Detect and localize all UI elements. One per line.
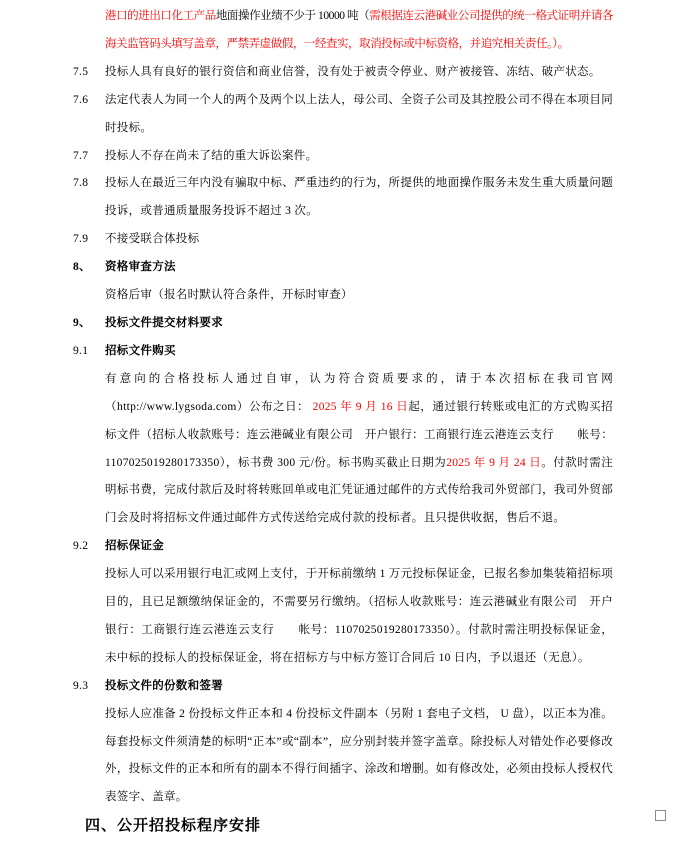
red-highlight-text: 2025 年 9 月 24 日: [446, 456, 542, 469]
anchor-square-marker: [655, 810, 666, 821]
clause-text: [105, 226, 613, 254]
clause-number: 9、: [73, 316, 91, 329]
clause-text: [105, 3, 613, 59]
clause-7-7: [0, 143, 684, 171]
text-segment: 投标人应准备 2 份投标文件正本和 4 份投标文件副本（另附 1 套电子文档， U 盘），以正本为准。每套投标文件须清楚的标明“正本”或“副本”，应分别封装并签字盖章。除投标人对错处作必要修改外，投标文件的正本和所有的副本不得行间插字、涂改和增删。如有修改处，必须由投标人授权代表签字、盖章。: [105, 707, 613, 804]
section-4-heading: 四、公开招投标程序安排: [85, 818, 262, 835]
clause-text: [105, 366, 613, 533]
clause-7-9: [0, 226, 684, 254]
text-segment: 有意向的合格投标人通过自审，认为符合资质要求的，请于本次招标在我司官网: [105, 372, 613, 385]
clause-heading-title: [105, 254, 613, 282]
text-segment: 不接受联合体投标: [105, 233, 200, 246]
clause-9-1-body: [0, 366, 684, 533]
clause-9-2-heading: [0, 533, 684, 561]
clause-number: 7.5: [73, 65, 89, 78]
clause-number: 8、: [73, 261, 91, 274]
clause-heading-title: [105, 533, 613, 561]
text-segment: 投标人具有良好的银行资信和商业信誉，没有处于被责令停业、财产被接管、冻结、破产状态。: [105, 65, 601, 78]
clause-heading-title: [105, 310, 613, 338]
text-segment: 投标人不存在尚未了结的重大诉讼案件。: [105, 149, 318, 162]
document-body: [0, 3, 684, 841]
text-segment: （http://www.lygsoda.com）: [105, 400, 249, 413]
clause-text: [105, 87, 613, 143]
clause-text: [105, 59, 613, 87]
clause-number: [73, 366, 105, 533]
text-segment: 地面操作业绩不少于 10000 吨（: [215, 10, 370, 22]
carryover-clause: [0, 3, 684, 59]
clause-number: 7.6: [73, 93, 89, 106]
section-9-heading: [0, 310, 684, 338]
clause-7-6: [0, 87, 684, 143]
clause-9-2-body: [0, 561, 684, 673]
clause-number: 9.3: [73, 679, 89, 692]
clause-text: [105, 143, 613, 171]
qualification-review-method: [0, 282, 684, 310]
text-segment: 。付款时需注明标书费，完成付款后及时将转账回单或电汇凭证通过邮件的方式传给我司外贸部门，我司外贸部门会及时将招标文件通过邮件方式传送给完成付款的投标者。且只提供收据，售后不退。: [105, 456, 613, 525]
clause-7-5: [0, 59, 684, 87]
clause-text: [105, 170, 613, 226]
text-segment: 投标人可以采用银行电汇或网上支付，于开标前缴纳 1 万元投标保证金，已报名参加集装箱招标项目的，且已足额缴纳保证金的，不需要另行缴纳。（招标人收款账号：连云港碱业有限公司 开户银行：工商银行连云港连云支行 帐号：1107025019280173350）。付款时需注明投标保证金，未中标的投标人的投标保证金，将在招标方与中标方签订合同后 10 日内，予以退还（无息）。: [105, 568, 613, 664]
text-segment: 招标文件购买: [105, 344, 176, 357]
clause-heading-title: [105, 338, 613, 366]
clause-7-8: [0, 170, 684, 226]
clause-number: [73, 282, 105, 310]
red-highlight-text: 需根据连云港碱业公司提供的统一格式证明并请各海关监管码头填写盖章，严禁弄虚做假，一经查实，取消投标或中标资格，并追究相关责任。）。: [105, 10, 613, 50]
clause-text: [105, 282, 613, 310]
red-highlight-text: 2025 年 9 月 16 日: [312, 400, 409, 413]
text-segment: 投标文件提交材料要求: [105, 316, 223, 329]
text-segment: 公布之日：: [248, 400, 313, 413]
text-segment: 招标保证金: [105, 540, 164, 553]
clause-number: 7.8: [73, 177, 89, 190]
clause-number: 9.1: [73, 344, 89, 357]
text-segment: 投标人在最近三年内没有骗取中标、严重违约的行为，所提供的地面操作服务未发生重大质量问题投诉，或普通质量服务投诉不超过 3 次。: [105, 177, 613, 218]
text-segment: 资格后审（报名时默认符合条件，开标时审查）: [105, 289, 353, 302]
red-highlight-text: 港口的进出口化工产品: [105, 10, 216, 22]
clause-text: [105, 701, 613, 813]
clause-number: [73, 561, 105, 673]
clause-number: 7.9: [73, 233, 89, 246]
text-segment: 投标文件的份数和签署: [105, 679, 223, 692]
clause-text: [105, 561, 613, 673]
clause-heading-title: [105, 673, 613, 701]
clause-number: [73, 701, 105, 813]
clause-9-3-body: [0, 701, 684, 813]
clause-number: [73, 3, 105, 59]
section-8-heading: [0, 254, 684, 282]
clause-9-3-heading: [0, 673, 684, 701]
clause-number: 7.7: [73, 149, 89, 162]
clause-number: 9.2: [73, 540, 89, 553]
text-segment: 法定代表人为同一个人的两个及两个以上法人，母公司、全资子公司及其控股公司不得在本项目同时投标。: [105, 93, 613, 134]
clause-9-1-heading: [0, 338, 684, 366]
text-segment: 资格审查方法: [105, 261, 176, 274]
text-segment: 起，通过银行转账或电汇的方式购买招标文件（招标人收款账号：连云港碱业有限公司 开户银行：工商银行连云港连云支行 帐号：1107025019280173350），标书费 300 元/份。标书购买截止日期为: [105, 400, 613, 469]
